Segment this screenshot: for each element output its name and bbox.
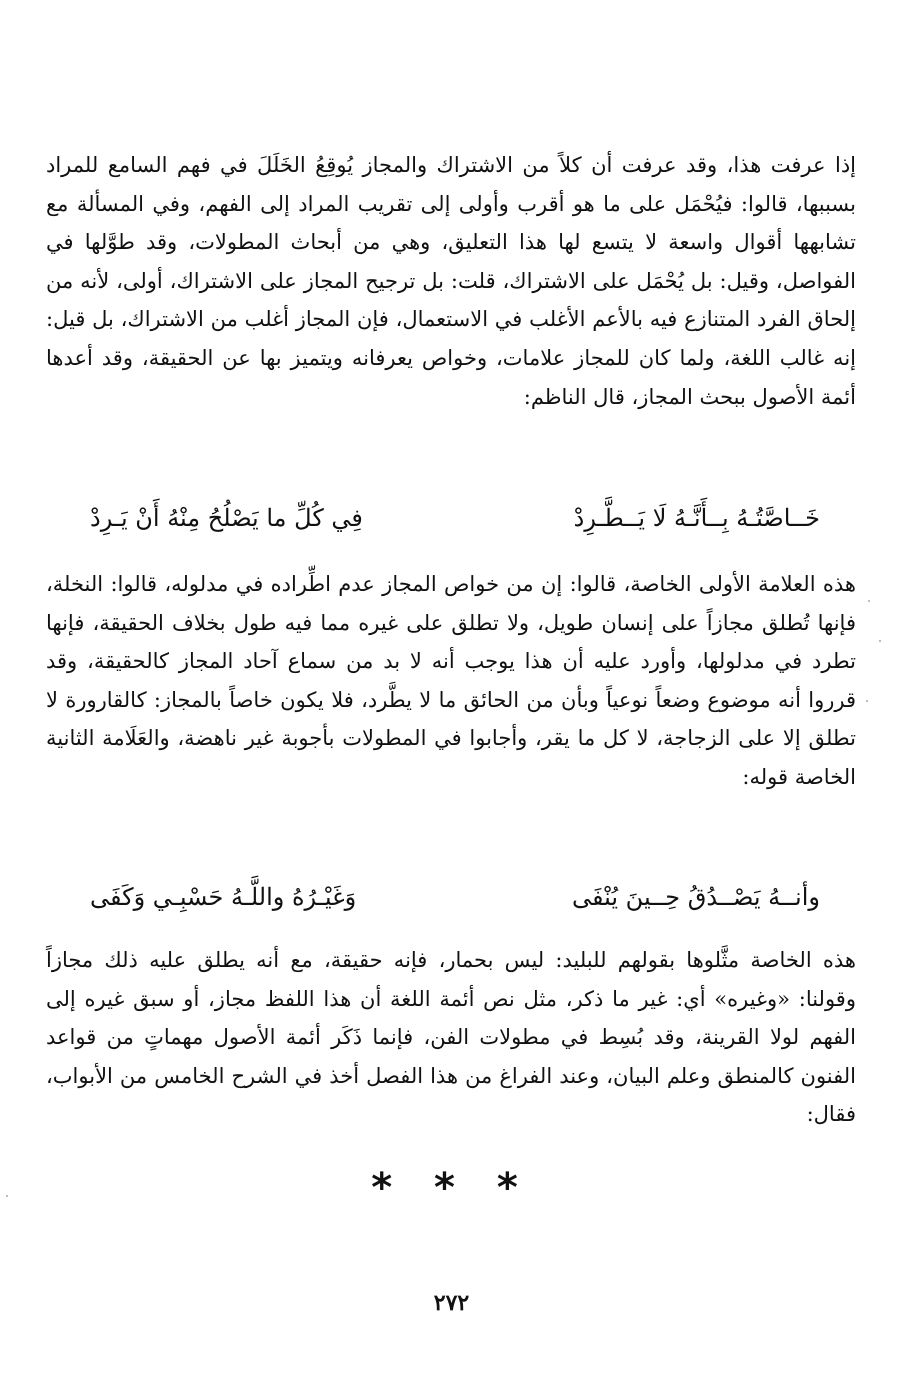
verse-1 [90, 496, 820, 540]
verse-2-second-hemistich: وَغَيْـرُهُ واللَّـهُ حَسْبِـي وَكَفَى [90, 883, 357, 911]
paragraph-1: إذا عرفت هذا، وقد عرفت أن كلاً من الاشتراك والمجاز يُوقِعُ الخَلَلَ في فهم السامع للمراد بسببها، قالوا: فيُحْمَل على ما هو أقرب وأولى إلى تقريب المراد إلى الفهم، وفي المسألة مع تشابهها أقوال واسعة لا يتسع لها هذا التعليق، وهي من أبحاث المطولات، وقد طوَّلها في الفواصل، وقيل: بل يُحْمَل على الاشتراك، قلت: بل ترجيح المجاز على الاشتراك، أولى، لأنه من إلحاق الفرد المتنازع فيه بالأعم الأغلب في الاستعمال، فإن المجاز أغلب من الاشتراك، بل قيل: إنه غالب اللغة، ولما كان للمجاز علامات، وخواص يعرفانه ويتميز بها عن الحقيقة، وقد أعدها أئمة الأصول ببحث المجاز، قال الناظم: [46, 153, 856, 409]
verse-2 [90, 875, 820, 919]
scan-speck [6, 1195, 8, 1197]
scan-speck [879, 640, 881, 642]
paragraph-3: هذه الخاصة مثَّلوها بقولهم للبليد: ليس بحمار، فإنه حقيقة، مع أنه يطلق عليه ذلك مجازاً وقولنا: «وغيره» أي: غير ما ذكر، مثل نص أئمة اللغة أن هذا اللفظ مجاز، أو سبق غيره إلى الفهم لولا القرينة، وقد بُسِط في مطولات الفن، فإنما ذَكَر أئمة الأصول مهماتٍ من قواعد الفنون كالمنطق وعلم البيان، وعند الفراغ من هذا الفصل أخذ في الشرح الخامس من الأبواب، فقال: [46, 948, 856, 1127]
verse-1-first-hemistich: خَــاصَّتُـهُ بِــأَنَّـهُ لَا يَــطَّـرِدْ [573, 504, 820, 532]
verse-2-first-hemistich: وأنــهُ يَصْــدُقُ حِــينَ يُنْفَى [571, 883, 820, 911]
scan-speck [866, 700, 868, 702]
section-separator: * * * [371, 1165, 532, 1211]
page-number: ٢٧٢ [433, 1290, 470, 1316]
verse-1-second-hemistich: فِي كُلِّ ما يَصْلُحُ مِنْهُ أَنْ يَـرِدْ [90, 504, 363, 532]
paragraph-2: هذه العلامة الأولى الخاصة، قالوا: إن من خواص المجاز عدم اطِّراده في مدلوله، قالوا: النخلة، فإنها تُطلق مجازاً على إنسان طويل، ولا تطلق على غيره مما فيه طول بخلاف الحقيقة، فإنها تطرد في مدلولها، وأورد عليه أن هذا يوجب أنه لا بد من سماع آحاد المجاز كالحقيقة، وقد قرروا أنه موضوع وضعاً نوعياً وبأن من الحائق ما لا يطَّرد، فلا يكون خاصاً بالمجاز: كالقارورة لا تطلق إلا على الزجاجة، لا كل ما يقر، وأجابوا في المطولات بأجوبة غير ناهضة، والعَلَامة الثانية الخاصة قوله: [46, 572, 856, 789]
scan-speck [868, 600, 870, 602]
